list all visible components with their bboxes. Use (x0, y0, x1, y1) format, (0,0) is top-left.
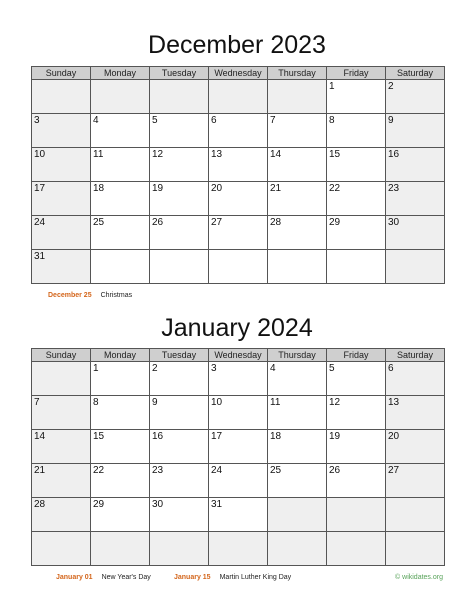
day-cell: 22 (327, 182, 386, 216)
day-cell: 27 (209, 216, 268, 250)
day-cell: 15 (91, 430, 150, 464)
day-cell: 11 (268, 396, 327, 430)
day-cell: 8 (327, 114, 386, 148)
day-cell: 3 (32, 114, 91, 148)
day-cell: 17 (32, 182, 91, 216)
week-row (32, 182, 445, 216)
weekday-header: Sunday (32, 349, 91, 362)
holiday-entry (56, 573, 151, 582)
day-cell: 3 (209, 362, 268, 396)
week-row (32, 396, 445, 430)
day-cell: 18 (268, 430, 327, 464)
weekday-header: Saturday (386, 67, 445, 80)
day-cell (386, 532, 445, 566)
day-cell (268, 498, 327, 532)
day-cell (32, 362, 91, 396)
weekday-header: Wednesday (209, 67, 268, 80)
day-cell: 28 (268, 216, 327, 250)
day-cell: 31 (209, 498, 268, 532)
day-cell (91, 250, 150, 284)
week-row (32, 430, 445, 464)
day-cell: 19 (150, 182, 209, 216)
calendar-grid-january (31, 348, 445, 566)
day-cell: 29 (327, 216, 386, 250)
day-cell: 2 (386, 80, 445, 114)
day-cell: 23 (386, 182, 445, 216)
day-cell: 12 (150, 148, 209, 182)
weekday-header: Thursday (268, 67, 327, 80)
day-cell (268, 532, 327, 566)
day-cell: 13 (209, 148, 268, 182)
day-cell (150, 250, 209, 284)
day-cell: 7 (32, 396, 91, 430)
weekday-header: Wednesday (209, 349, 268, 362)
day-cell: 25 (91, 216, 150, 250)
weekday-header: Tuesday (150, 349, 209, 362)
day-cell: 11 (91, 148, 150, 182)
holiday-name: Martin Luther King Day (219, 574, 292, 581)
day-cell: 6 (386, 362, 445, 396)
day-cell: 21 (268, 182, 327, 216)
day-cell (91, 532, 150, 566)
day-cell (327, 532, 386, 566)
holiday-entry (174, 573, 291, 582)
day-cell: 10 (32, 148, 91, 182)
day-cell: 27 (386, 464, 445, 498)
day-cell: 4 (91, 114, 150, 148)
day-cell (386, 250, 445, 284)
day-cell: 10 (209, 396, 268, 430)
week-row (32, 532, 445, 566)
day-cell: 1 (91, 362, 150, 396)
holiday-date: January 15 (174, 574, 211, 581)
day-cell: 22 (91, 464, 150, 498)
holiday-entry (48, 291, 132, 300)
day-cell: 4 (268, 362, 327, 396)
day-cell: 24 (209, 464, 268, 498)
day-cell: 19 (327, 430, 386, 464)
day-cell (386, 498, 445, 532)
weekday-header: Sunday (32, 67, 91, 80)
holiday-date: January 01 (56, 574, 93, 581)
weekday-header: Friday (327, 349, 386, 362)
calendar-grid-december (31, 66, 445, 284)
day-cell: 9 (386, 114, 445, 148)
day-cell (209, 532, 268, 566)
week-row (32, 362, 445, 396)
day-cell (32, 532, 91, 566)
day-cell: 14 (32, 430, 91, 464)
day-cell: 16 (150, 430, 209, 464)
weekday-header: Monday (91, 67, 150, 80)
credit-link[interactable]: © wikidates.org (395, 574, 443, 581)
day-cell: 13 (386, 396, 445, 430)
day-cell: 17 (209, 430, 268, 464)
weekday-header: Tuesday (150, 67, 209, 80)
week-row (32, 498, 445, 532)
day-cell: 2 (150, 362, 209, 396)
week-row (32, 80, 445, 114)
day-cell: 23 (150, 464, 209, 498)
day-cell (268, 80, 327, 114)
day-cell: 9 (150, 396, 209, 430)
day-cell (32, 80, 91, 114)
day-cell: 7 (268, 114, 327, 148)
day-cell: 20 (209, 182, 268, 216)
day-cell: 25 (268, 464, 327, 498)
weekday-header: Thursday (268, 349, 327, 362)
day-cell (209, 250, 268, 284)
day-cell (150, 532, 209, 566)
day-cell: 30 (150, 498, 209, 532)
day-cell: 8 (91, 396, 150, 430)
day-cell: 15 (327, 148, 386, 182)
day-cell: 30 (386, 216, 445, 250)
day-cell: 29 (91, 498, 150, 532)
weekday-header: Monday (91, 349, 150, 362)
holiday-date: December 25 (48, 292, 92, 299)
week-row (32, 216, 445, 250)
day-cell: 26 (150, 216, 209, 250)
day-cell: 18 (91, 182, 150, 216)
day-cell: 12 (327, 396, 386, 430)
day-cell (150, 80, 209, 114)
day-cell: 31 (32, 250, 91, 284)
day-cell: 20 (386, 430, 445, 464)
day-cell (327, 498, 386, 532)
day-cell: 24 (32, 216, 91, 250)
weekday-header-row (32, 67, 445, 80)
month-title-january: January 2024 (161, 314, 313, 342)
week-row (32, 250, 445, 284)
week-row (32, 464, 445, 498)
weekday-header-row (32, 349, 445, 362)
weekday-header: Friday (327, 67, 386, 80)
day-cell: 21 (32, 464, 91, 498)
day-cell: 28 (32, 498, 91, 532)
week-row (32, 148, 445, 182)
holiday-name: New Year's Day (101, 574, 151, 581)
day-cell (91, 80, 150, 114)
day-cell: 14 (268, 148, 327, 182)
day-cell: 5 (150, 114, 209, 148)
day-cell: 16 (386, 148, 445, 182)
month-title-december: December 2023 (148, 31, 326, 59)
day-cell: 6 (209, 114, 268, 148)
day-cell (209, 80, 268, 114)
day-cell: 1 (327, 80, 386, 114)
week-row (32, 114, 445, 148)
holiday-name: Christmas (100, 292, 133, 299)
weekday-header: Saturday (386, 349, 445, 362)
day-cell (268, 250, 327, 284)
day-cell: 5 (327, 362, 386, 396)
day-cell (327, 250, 386, 284)
day-cell: 26 (327, 464, 386, 498)
